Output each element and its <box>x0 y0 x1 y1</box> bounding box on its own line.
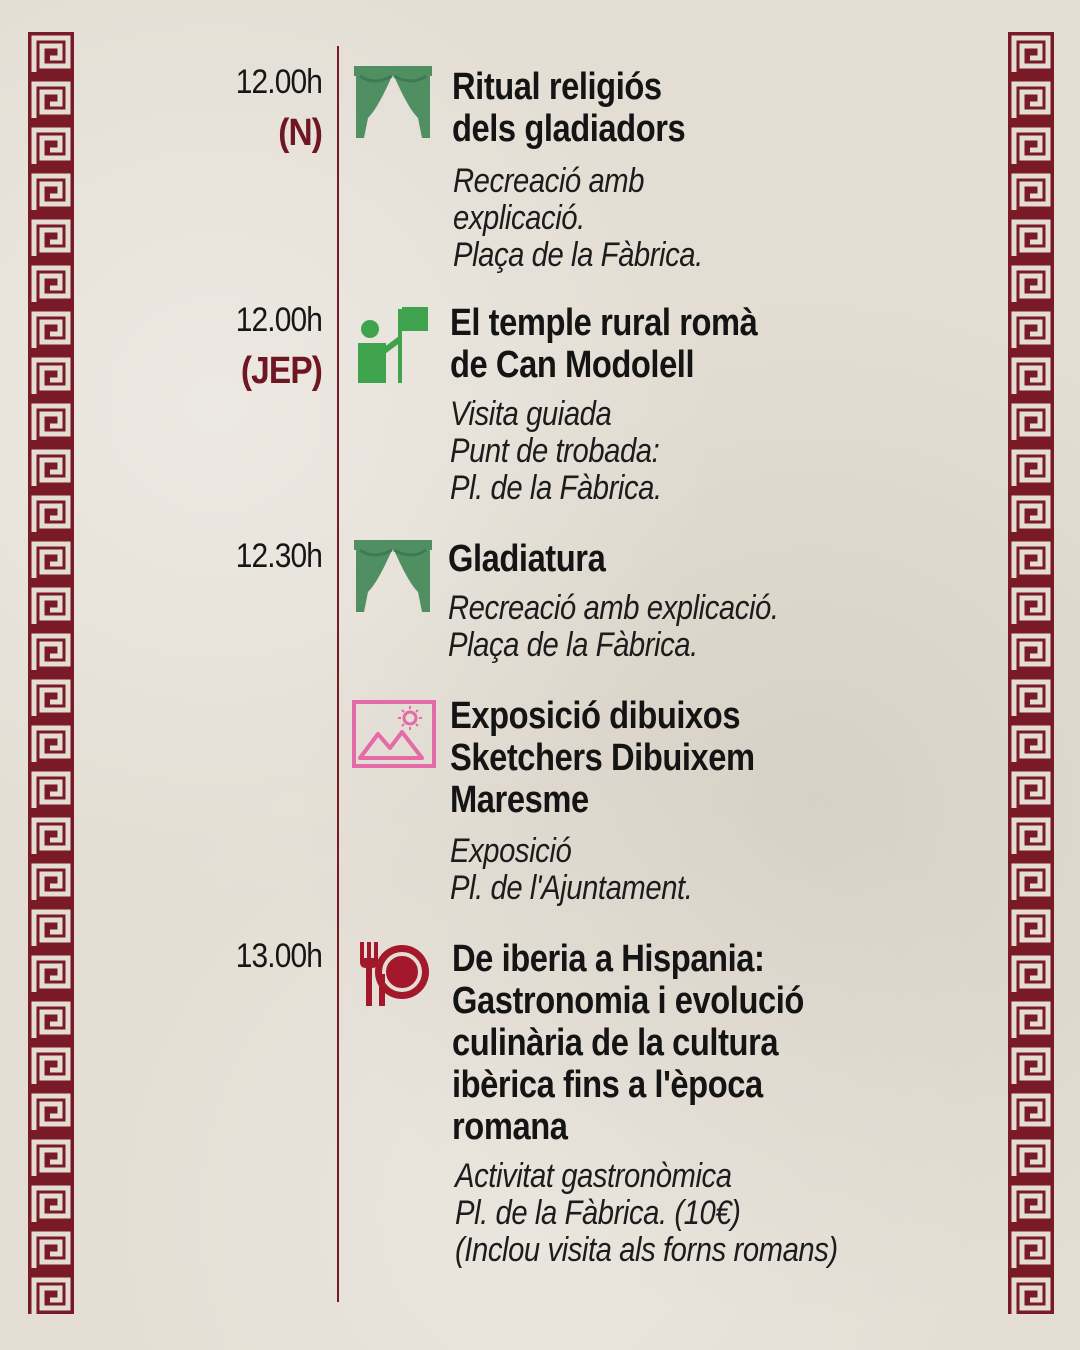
event-description: Recreació amb explicació. Plaça de la Fàbrica. <box>448 589 779 664</box>
event-description: Recreació amb explicació. Plaça de la Fàbrica. <box>453 162 703 274</box>
event-title: El temple rural romà de Can Modolell <box>450 302 758 386</box>
timeline-divider <box>337 46 339 1302</box>
greek-key-border-right <box>1008 32 1054 1314</box>
event-title: De iberia a Hispania: Gastronomia i evolució culinària de la cultura ibèrica fins a l'època romana <box>452 938 804 1148</box>
event-time-label: 12.00h <box>235 301 322 339</box>
event-description: Exposició Pl. de l'Ajuntament. <box>450 832 693 907</box>
event-title: Exposició dibuixos Sketchers Dibuixem Maresme <box>450 695 755 821</box>
event-time-label: 13.00h <box>235 937 322 975</box>
greek-key-border-left <box>28 32 74 1314</box>
landscape-picture-icon <box>352 700 436 773</box>
theater-curtain-icon <box>354 66 432 145</box>
event-description: Activitat gastronòmica Pl. de la Fàbrica. (10€) (Inclou visita als forns romans) <box>455 1157 838 1269</box>
event-time <box>236 300 322 394</box>
event-description: Visita guiada Punt de trobada: Pl. de la Fàbrica. <box>450 395 662 507</box>
plate-cutlery-icon <box>358 940 430 1013</box>
event-tag: (N) <box>278 112 322 154</box>
theater-curtain-icon <box>354 540 432 619</box>
tour-guide-flag-icon <box>356 303 430 390</box>
event-time <box>236 62 322 156</box>
event-time <box>236 936 322 976</box>
event-title: Ritual religiós dels gladiadors <box>452 66 686 150</box>
event-time-label: 12.30h <box>235 537 322 575</box>
event-tag: (JEP) <box>240 350 322 392</box>
event-time <box>236 536 322 576</box>
event-time-label: 12.00h <box>235 63 322 101</box>
event-title: Gladiatura <box>448 538 606 580</box>
